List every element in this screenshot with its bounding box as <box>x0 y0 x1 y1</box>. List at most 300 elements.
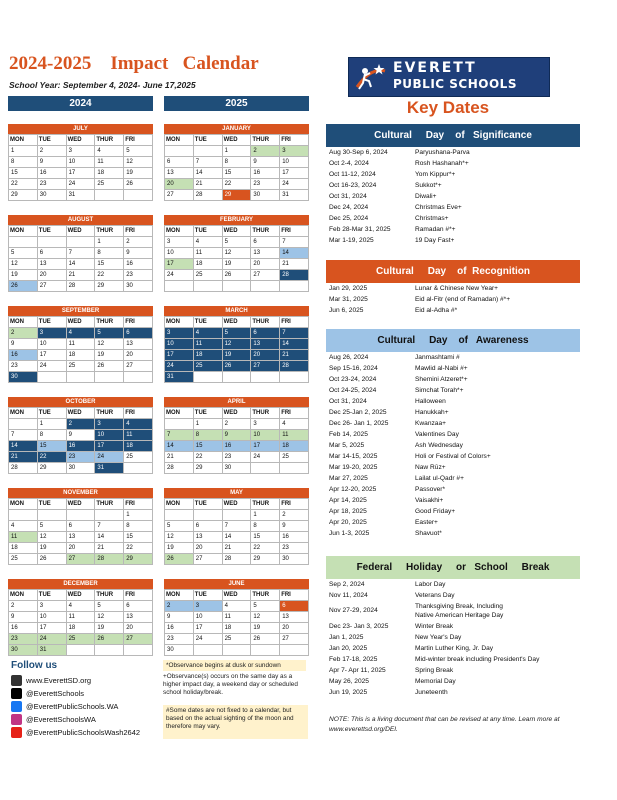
weekday-header: WED <box>222 408 251 419</box>
key-date: Mar 19-20, 2025 <box>329 464 378 471</box>
key-date-row <box>326 224 580 235</box>
day-cell: 18 <box>124 441 153 452</box>
weekday-header: WED <box>222 226 251 237</box>
key-date-event: Kwanzaa+ <box>415 420 446 427</box>
day-cell: 31 <box>280 190 309 201</box>
key-date-event: Ramadan #*+ <box>415 226 456 233</box>
social-handle: @EverettSchools <box>26 689 85 698</box>
social-handle: www.EverettSD.org <box>26 676 92 685</box>
weekday-header: TUE <box>193 499 222 510</box>
weekday-header: WED <box>66 317 95 328</box>
weekday-header: FRI <box>280 499 309 510</box>
day-cell: 14 <box>280 339 309 350</box>
day-cell: 23 <box>280 543 309 554</box>
day-cell: 22 <box>9 179 38 190</box>
empty-cell <box>193 645 222 656</box>
empty-cell <box>251 645 280 656</box>
day-cell: 9 <box>222 430 251 441</box>
key-date: Feb 14, 2025 <box>329 431 368 438</box>
social-handle: @EverettSchoolsWA <box>26 715 96 724</box>
day-cell: 28 <box>280 361 309 372</box>
key-date-event: Paryushana-Parva <box>415 149 470 156</box>
district-logo <box>348 57 550 97</box>
key-date: Apr 18, 2025 <box>329 508 367 515</box>
key-date: Apr 14, 2025 <box>329 497 367 504</box>
day-cell: 1 <box>193 419 222 430</box>
weekday-header: THUR <box>95 499 124 510</box>
key-date: Mar 14-15, 2025 <box>329 453 378 460</box>
day-cell: 21 <box>95 543 124 554</box>
day-cell: 23 <box>251 179 280 190</box>
weekday-header: MON <box>165 317 194 328</box>
weekday-header: WED <box>66 226 95 237</box>
weekday-header: THUR <box>95 408 124 419</box>
day-cell: 15 <box>37 441 66 452</box>
weekday-header: TUE <box>193 317 222 328</box>
day-cell: 20 <box>280 623 309 634</box>
weekday-header: MON <box>9 499 38 510</box>
key-date-event: Shemini Atzeret*+ <box>415 376 468 383</box>
day-cell: 21 <box>9 452 38 463</box>
empty-cell <box>9 419 38 430</box>
weekday-header: THUR <box>251 499 280 510</box>
day-cell: 17 <box>37 350 66 361</box>
weekday-header: THUR <box>251 226 280 237</box>
empty-cell <box>193 372 222 383</box>
key-dates-title: Key Dates <box>406 98 490 117</box>
day-cell: 7 <box>9 430 38 441</box>
key-date-row <box>326 396 580 407</box>
month-name: SEPTEMBER <box>8 306 153 316</box>
day-cell: 13 <box>193 532 222 543</box>
key-date: Feb 17-18, 2025 <box>329 656 378 663</box>
weekday-header: MON <box>9 408 38 419</box>
day-cell: 3 <box>165 328 194 339</box>
key-date: Feb 28-Mar 31, 2025 <box>329 226 391 233</box>
key-date-row <box>326 495 580 506</box>
key-date-event: Eid al-Fitr (end of Ramadan) #*+ <box>415 296 511 303</box>
day-cell: 3 <box>37 601 66 612</box>
empty-cell <box>193 510 222 521</box>
day-cell: 25 <box>222 634 251 645</box>
key-date-row <box>326 484 580 495</box>
day-cell: 31 <box>37 645 66 656</box>
section-header: Cultural Day of Awareness <box>326 329 580 352</box>
empty-cell <box>124 190 153 201</box>
day-cell: 15 <box>222 168 251 179</box>
key-date: Dec 25-Jan 2, 2025 <box>329 409 387 416</box>
key-date-row <box>326 473 580 484</box>
day-cell: 29 <box>124 554 153 565</box>
day-cell: 12 <box>222 339 251 350</box>
plus-note: +Observance(s) occurs on the same day as a higher impact day, a weekend day or scheduled school holiday/break. <box>163 673 298 696</box>
day-cell: 29 <box>95 281 124 292</box>
day-cell: 8 <box>193 430 222 441</box>
day-cell: 16 <box>9 350 38 361</box>
key-date-event: Thanksgiving Break, Including Native American Heritage Day <box>415 603 504 619</box>
day-cell: 2 <box>280 510 309 521</box>
weekday-header: TUE <box>193 590 222 601</box>
day-cell: 19 <box>95 350 124 361</box>
empty-cell <box>251 281 280 292</box>
day-cell: 13 <box>251 248 280 259</box>
day-cell: 28 <box>280 270 309 281</box>
day-cell: 6 <box>251 237 280 248</box>
day-cell: 20 <box>251 259 280 270</box>
day-cell: 18 <box>95 168 124 179</box>
day-cell: 10 <box>165 339 194 350</box>
day-cell: 3 <box>95 419 124 430</box>
calendar-june <box>164 579 309 656</box>
logo-text-line2: PUBLIC SCHOOLS <box>393 77 517 91</box>
day-cell: 22 <box>124 543 153 554</box>
section-recognition <box>326 260 580 316</box>
weekday-header: FRI <box>124 590 153 601</box>
day-cell: 6 <box>193 521 222 532</box>
weekday-header: TUE <box>193 408 222 419</box>
weekday-header: WED <box>222 499 251 510</box>
calendar-august <box>8 215 153 292</box>
key-date: Oct 24-25, 2024 <box>329 387 377 394</box>
key-date-row <box>326 451 580 462</box>
key-date: Oct 31, 2024 <box>329 193 367 200</box>
day-cell: 28 <box>193 190 222 201</box>
key-date: Mar 27, 2025 <box>329 475 368 482</box>
key-date: Oct 2-4, 2024 <box>329 160 369 167</box>
calendar-october <box>8 397 153 474</box>
day-cell: 18 <box>66 350 95 361</box>
key-date: Aug 26, 2024 <box>329 354 369 361</box>
day-cell: 11 <box>9 532 38 543</box>
day-cell: 21 <box>280 350 309 361</box>
key-date-row <box>326 590 580 601</box>
day-cell: 26 <box>95 634 124 645</box>
day-cell: 26 <box>124 179 153 190</box>
day-cell: 14 <box>95 532 124 543</box>
day-cell: 30 <box>222 463 251 474</box>
day-cell: 17 <box>95 441 124 452</box>
weekday-header: MON <box>165 408 194 419</box>
key-date-event: Janmashtami # <box>415 354 460 361</box>
day-cell: 16 <box>9 623 38 634</box>
key-date-event: Rosh Hashanah*+ <box>415 160 469 167</box>
month-name: MARCH <box>164 306 309 316</box>
day-cell: 27 <box>251 361 280 372</box>
day-cell: 4 <box>95 146 124 157</box>
day-cell: 13 <box>124 339 153 350</box>
day-cell: 29 <box>37 463 66 474</box>
day-cell: 19 <box>9 270 38 281</box>
day-cell: 5 <box>95 601 124 612</box>
day-cell: 7 <box>95 521 124 532</box>
day-cell: 6 <box>124 328 153 339</box>
day-cell: 25 <box>193 270 222 281</box>
weekday-header: FRI <box>280 226 309 237</box>
weekday-header: THUR <box>95 590 124 601</box>
empty-cell <box>165 281 194 292</box>
key-date-event: Labor Day <box>415 581 446 588</box>
key-date: Dec 25, 2024 <box>329 215 369 222</box>
key-date-event: Mawlid al-Nabi #+ <box>415 365 468 372</box>
weekday-header: WED <box>66 408 95 419</box>
key-date-event: Christmas+ <box>415 215 449 222</box>
key-date-row <box>326 506 580 517</box>
day-cell: 11 <box>66 612 95 623</box>
key-date-row <box>326 305 580 316</box>
calendar-may <box>164 488 309 565</box>
day-cell: 1 <box>95 237 124 248</box>
day-cell: 13 <box>280 612 309 623</box>
day-cell: 13 <box>124 612 153 623</box>
day-cell: 4 <box>66 601 95 612</box>
day-cell: 5 <box>9 248 38 259</box>
key-date-row <box>326 676 580 687</box>
day-cell: 25 <box>280 452 309 463</box>
key-date-row <box>326 363 580 374</box>
calendar-july <box>8 124 153 201</box>
day-cell: 8 <box>222 157 251 168</box>
day-cell: 7 <box>280 237 309 248</box>
year-2024-bar: 2024 <box>8 96 153 111</box>
weekday-header: TUE <box>193 226 222 237</box>
day-cell: 30 <box>66 463 95 474</box>
weekday-header: WED <box>222 590 251 601</box>
day-cell: 7 <box>66 248 95 259</box>
day-cell: 27 <box>66 554 95 565</box>
key-date-row <box>326 418 580 429</box>
key-date-row <box>326 462 580 473</box>
day-cell: 25 <box>95 179 124 190</box>
key-date-event: Passover* <box>415 486 446 493</box>
day-cell: 10 <box>95 430 124 441</box>
day-cell: 30 <box>9 372 38 383</box>
empty-cell <box>251 463 280 474</box>
empty-cell <box>222 510 251 521</box>
section-header: Cultural Day of Significance <box>326 124 580 147</box>
day-cell: 20 <box>37 270 66 281</box>
empty-cell <box>222 645 251 656</box>
key-date: Apr 7- Apr 11, 2025 <box>329 667 386 674</box>
day-cell: 25 <box>9 554 38 565</box>
day-cell: 22 <box>37 452 66 463</box>
day-cell: 20 <box>66 543 95 554</box>
day-cell: 16 <box>251 168 280 179</box>
day-cell: 12 <box>95 339 124 350</box>
day-cell: 30 <box>165 645 194 656</box>
key-date-row <box>326 665 580 676</box>
day-cell: 21 <box>222 543 251 554</box>
day-cell: 20 <box>165 179 194 190</box>
empty-cell <box>165 419 194 430</box>
weekday-header: MON <box>9 317 38 328</box>
empty-cell <box>37 510 66 521</box>
day-cell: 20 <box>193 543 222 554</box>
day-cell: 3 <box>193 601 222 612</box>
day-cell: 2 <box>124 237 153 248</box>
day-cell: 9 <box>251 157 280 168</box>
day-cell: 4 <box>280 419 309 430</box>
key-date-row <box>326 202 580 213</box>
key-date-row <box>326 169 580 180</box>
day-cell: 26 <box>251 634 280 645</box>
day-cell: 28 <box>95 554 124 565</box>
key-date-row <box>326 352 580 363</box>
day-cell: 2 <box>37 146 66 157</box>
key-date-event: Hanukkah+ <box>415 409 449 416</box>
day-cell: 3 <box>37 328 66 339</box>
day-cell: 21 <box>280 259 309 270</box>
day-cell: 17 <box>37 623 66 634</box>
facebook-icon <box>11 701 22 712</box>
key-date-row <box>326 235 580 246</box>
key-date-event: Shavuot* <box>415 530 442 537</box>
day-cell: 3 <box>251 419 280 430</box>
key-date-event: Memorial Day <box>415 678 456 685</box>
weekday-header: TUE <box>37 408 66 419</box>
day-cell: 26 <box>222 361 251 372</box>
day-cell: 18 <box>9 543 38 554</box>
key-date-event: Ash Wednesday <box>415 442 463 449</box>
weekday-header: WED <box>66 135 95 146</box>
month-name: FEBRUARY <box>164 215 309 225</box>
section-header: Cultural Day of Recognition <box>326 260 580 283</box>
day-cell: 17 <box>280 168 309 179</box>
key-date-event: Spring Break <box>415 667 454 674</box>
weekday-header: TUE <box>37 590 66 601</box>
day-cell: 4 <box>193 328 222 339</box>
weekday-header: WED <box>222 317 251 328</box>
page-title: 2024-2025 Impact Calendar <box>9 53 259 74</box>
key-date: Mar 31, 2025 <box>329 296 368 303</box>
day-cell: 25 <box>66 634 95 645</box>
day-cell: 26 <box>9 281 38 292</box>
day-cell: 1 <box>251 510 280 521</box>
day-cell: 28 <box>165 463 194 474</box>
weekday-header: MON <box>9 226 38 237</box>
day-cell: 9 <box>9 612 38 623</box>
weekday-header: FRI <box>280 408 309 419</box>
key-date-row <box>326 601 580 621</box>
day-cell: 16 <box>37 168 66 179</box>
day-cell: 27 <box>124 634 153 645</box>
weekday-header: WED <box>66 499 95 510</box>
key-date: Mar 5, 2025 <box>329 442 365 449</box>
key-date-event: 19 Day Fast+ <box>415 237 455 244</box>
day-cell: 8 <box>9 157 38 168</box>
empty-cell <box>251 372 280 383</box>
section-federal-holiday <box>326 556 580 698</box>
day-cell: 9 <box>280 521 309 532</box>
day-cell: 9 <box>9 339 38 350</box>
calendar-january <box>164 124 309 201</box>
day-cell: 31 <box>95 463 124 474</box>
weekday-header: FRI <box>280 590 309 601</box>
day-cell: 22 <box>95 270 124 281</box>
day-cell: 26 <box>95 361 124 372</box>
weekday-header: TUE <box>37 499 66 510</box>
key-date-event: Sukkot*+ <box>415 182 442 189</box>
key-date-event: Martin Luther King, Jr. Day <box>415 645 494 652</box>
weekday-header: TUE <box>37 135 66 146</box>
empty-cell <box>280 463 309 474</box>
day-cell: 14 <box>222 532 251 543</box>
day-cell: 4 <box>66 328 95 339</box>
day-cell: 12 <box>124 157 153 168</box>
day-cell: 11 <box>124 430 153 441</box>
social-handle: @EverettPublicSchools.WA <box>26 702 119 711</box>
empty-cell <box>280 281 309 292</box>
key-date-row <box>326 654 580 665</box>
day-cell: 11 <box>66 339 95 350</box>
runner-star-icon <box>353 61 389 93</box>
day-cell: 4 <box>193 237 222 248</box>
day-cell: 9 <box>66 430 95 441</box>
empty-cell <box>165 510 194 521</box>
calendar-april <box>164 397 309 474</box>
threads-icon <box>11 688 22 699</box>
key-date: Nov 11, 2024 <box>329 592 368 599</box>
day-cell: 23 <box>165 634 194 645</box>
day-cell: 21 <box>66 270 95 281</box>
day-cell: 26 <box>165 554 194 565</box>
day-cell: 11 <box>193 339 222 350</box>
day-cell: 20 <box>251 350 280 361</box>
day-cell: 15 <box>9 168 38 179</box>
day-cell: 5 <box>165 521 194 532</box>
day-cell: 19 <box>95 623 124 634</box>
weekday-header: THUR <box>95 317 124 328</box>
empty-cell <box>124 463 153 474</box>
day-cell: 24 <box>280 179 309 190</box>
day-cell: 8 <box>251 521 280 532</box>
weekday-header: FRI <box>124 499 153 510</box>
key-date: Jan 1, 2025 <box>329 634 364 641</box>
day-cell: 21 <box>165 452 194 463</box>
key-date-row <box>326 579 580 590</box>
weekday-header: TUE <box>37 317 66 328</box>
key-date-row <box>326 632 580 643</box>
empty-cell <box>95 190 124 201</box>
day-cell: 16 <box>280 532 309 543</box>
section-significance <box>326 124 580 246</box>
weekday-header: TUE <box>37 226 66 237</box>
key-date-event: Halloween <box>415 398 446 405</box>
day-cell: 16 <box>222 441 251 452</box>
day-cell: 31 <box>66 190 95 201</box>
day-cell: 6 <box>66 521 95 532</box>
day-cell: 2 <box>222 419 251 430</box>
day-cell: 18 <box>66 623 95 634</box>
day-cell: 5 <box>37 521 66 532</box>
day-cell: 31 <box>165 372 194 383</box>
day-cell: 5 <box>222 328 251 339</box>
key-date-row <box>326 147 580 158</box>
day-cell: 12 <box>37 532 66 543</box>
day-cell: 20 <box>124 350 153 361</box>
month-name: JANUARY <box>164 124 309 134</box>
day-cell: 12 <box>9 259 38 270</box>
key-date: Jan 29, 2025 <box>329 285 368 292</box>
day-cell: 18 <box>193 350 222 361</box>
day-cell: 25 <box>193 361 222 372</box>
key-date: Dec 23- Jan 3, 2025 <box>329 623 389 630</box>
day-cell: 15 <box>95 259 124 270</box>
day-cell: 30 <box>9 645 38 656</box>
calendar-december <box>8 579 153 656</box>
day-cell: 29 <box>222 190 251 201</box>
day-cell: 26 <box>37 554 66 565</box>
living-document-note: NOTE: This is a living document that can be revised at any time. Learn more at www.everettsd.org/DEI. <box>329 716 560 733</box>
